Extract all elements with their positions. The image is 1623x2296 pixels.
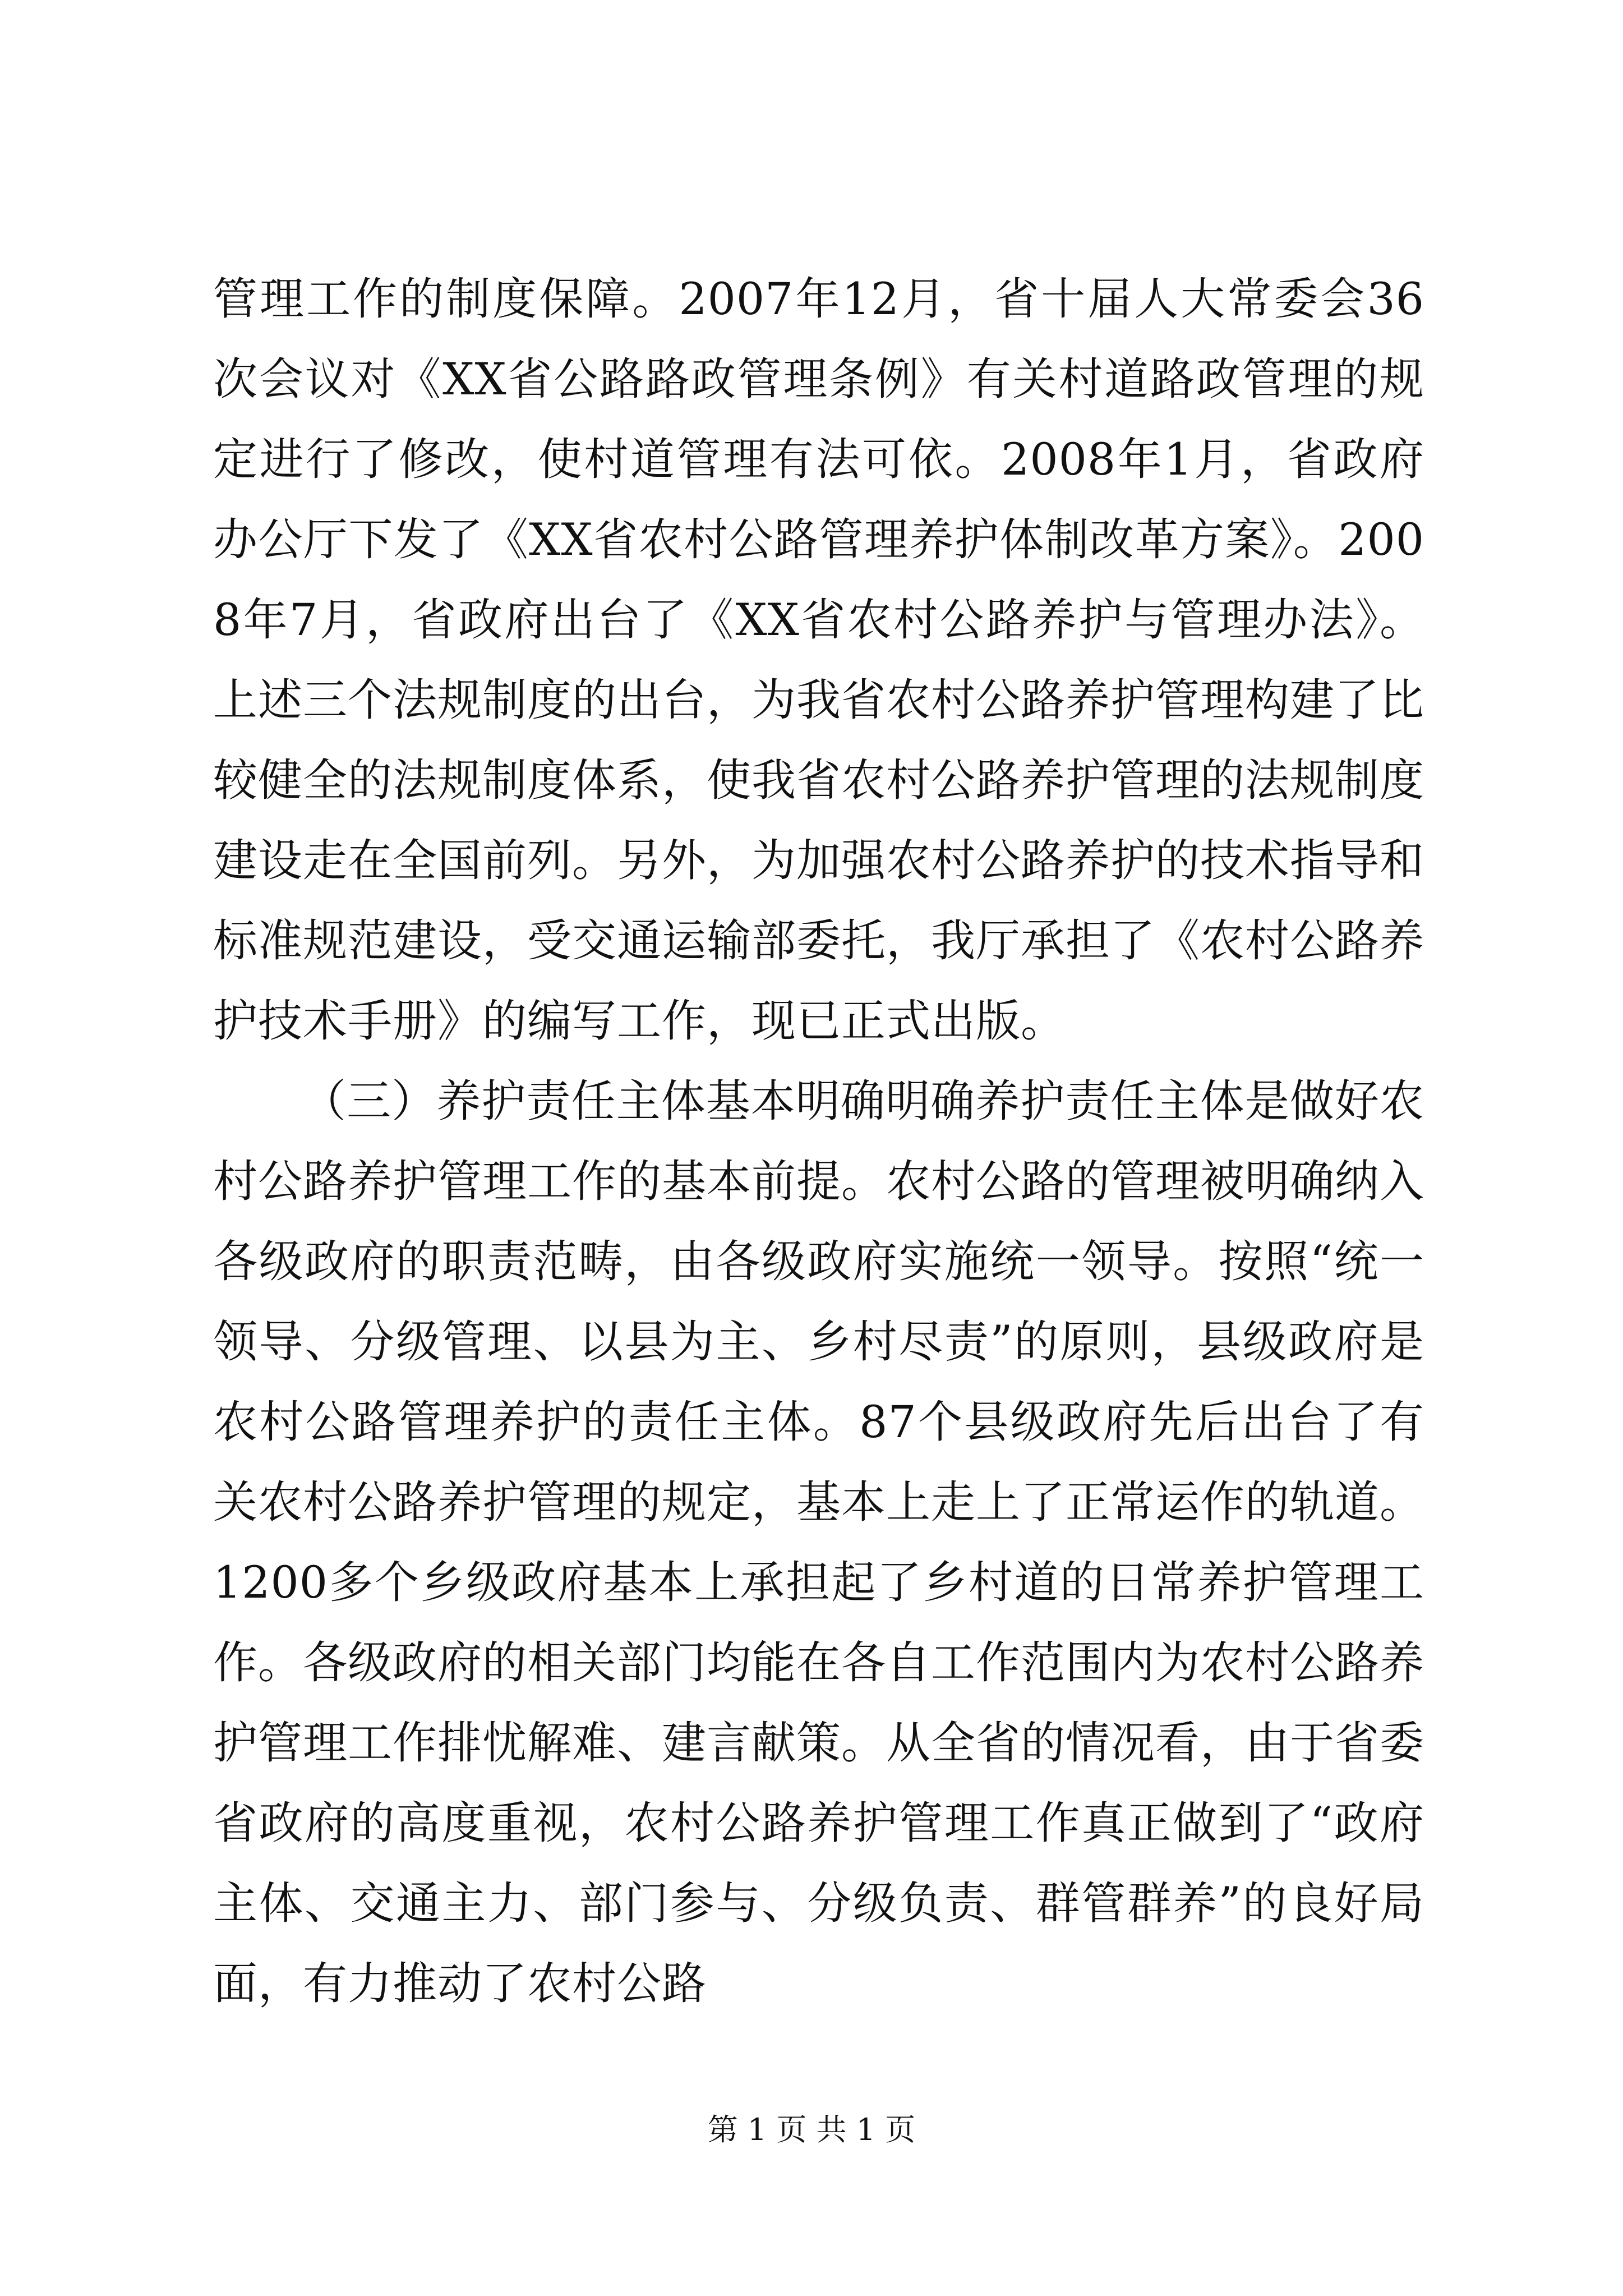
- paragraph-1: 管理工作的制度保障。2007年12月，省十届人大常委会36次会议对《XX省公路路政管理条例》有关村道路政管理的规定进行了修改，使村道管理有法可依。2008年1月，省政府办公厅下发了《XX省农村公路管理养护体制改革方案》。2008年7月，省政府出台了《XX省农村公路养护与管理办法》。上述三个法规制度的出台，为我省农村公路养护管理构建了比较健全的法规制度体系，使我省农村公路养护管理的法规制度建设走在全国前列。另外，为加强农村公路养护的技术指导和标准规范建设，受交通运输部委托，我厅承担了《农村公路养护技术手册》的编写工作，现已正式出版。: [213, 273, 1424, 1047]
- document-body: [213, 259, 1424, 2024]
- page-footer: 第 1 页 共 1 页: [707, 2112, 916, 2147]
- paragraph-2: （三）养护责任主体基本明确明确养护责任主体是做好农村公路养护管理工作的基本前提。农村公路的管理被明确纳入各级政府的职责范畴，由各级政府实施统一领导。按照“统一领导、分级管理、以县为主、乡村尽责”的原则，县级政府是农村公路管理养护的责任主体。87个县级政府先后出台了有关农村公路养护管理的规定，基本上走上了正常运作的轨道。1200多个乡级政府基本上承担起了乡村道的日常养护管理工作。各级政府的相关部门均能在各自工作范围内为农村公路养护管理工作排忧解难、建言献策。从全省的情况看，由于省委省政府的高度重视，农村公路养护管理工作真正做到了“政府主体、交通主力、部门参与、分级负责、群管群养”的良好局面，有力推动了农村公路: [213, 1075, 1424, 2009]
